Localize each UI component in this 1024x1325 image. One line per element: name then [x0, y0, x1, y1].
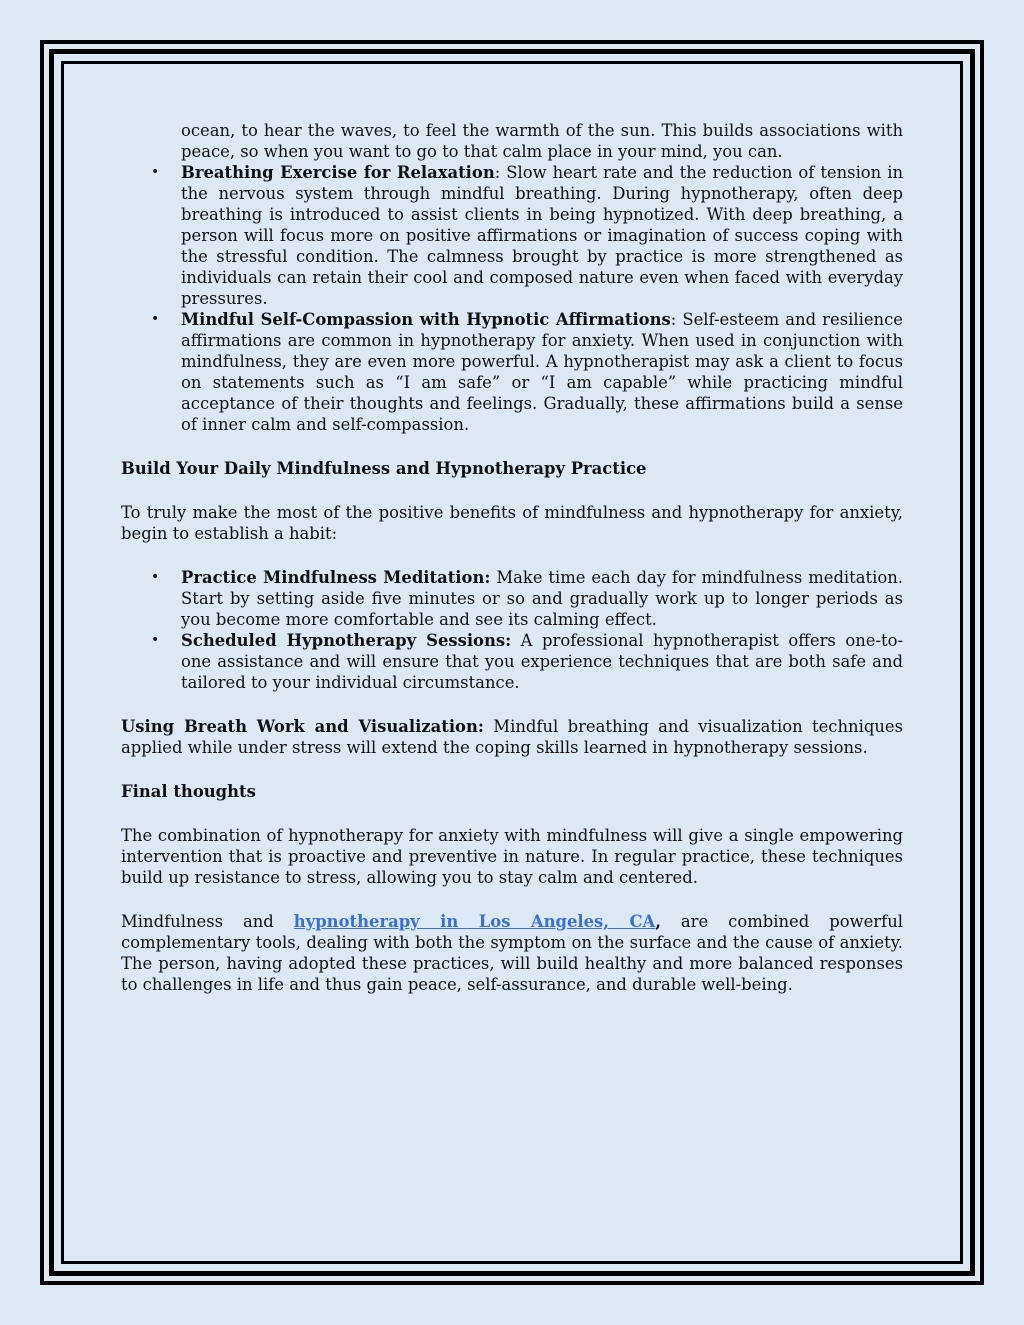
- paragraph-final-2: [121, 911, 903, 995]
- link-comma: ,: [655, 912, 661, 931]
- practice-list: [121, 567, 903, 693]
- section-heading-practice: Build Your Daily Mindfulness and Hypnotherapy Practice: [121, 459, 647, 478]
- document-body: [121, 120, 903, 995]
- list-item-title: Breathing Exercise for Relaxation: [181, 163, 495, 182]
- list-item-title: Scheduled Hypnotherapy Sessions:: [181, 631, 512, 650]
- paragraph-text: Mindfulness and: [121, 912, 294, 931]
- list-item-text: A professional hypnotherapist offers one-to-one assistance and will ensure that you experience techniques that are both safe and tailored to your individual circumstance.: [181, 631, 903, 692]
- list-item: [181, 567, 903, 630]
- technique-list: [121, 120, 903, 435]
- section-heading-final: Final thoughts: [121, 782, 256, 801]
- paragraph-intro: To truly make the most of the positive benefits of mindfulness and hypnotherapy for anxiety, begin to establish a habit:: [121, 503, 903, 543]
- paragraph-lead-title: Using Breath Work and Visualization:: [121, 717, 484, 736]
- list-item-title: Mindful Self-Compassion with Hypnotic Affirmations: [181, 310, 671, 329]
- paragraph-breath-work: [121, 716, 903, 758]
- list-item: [181, 630, 903, 693]
- paragraph-final-1: The combination of hypnotherapy for anxiety with mindfulness will give a single empowering intervention that is proactive and preventive in nature. In regular practice, these techniques build up resistance to stress, allowing you to stay calm and centered.: [121, 826, 903, 887]
- list-item: [181, 309, 903, 435]
- list-item: [181, 120, 903, 162]
- paragraph-text: Mindful breathing and visualization techniques applied while under stress will extend the coping skills learned in hypnotherapy sessions.: [121, 717, 903, 757]
- list-item-text: : Slow heart rate and the reduction of tension in the nervous system through mindful breathing. During hypnotherapy, often deep breathing is introduced to assist clients in being hypnotized. With deep breathing, a person will focus more on positive affirmations or imagination of success coping with the stressful condition. The calmness brought by practice is more strengthened as individuals can retain their cool and composed nature even when faced with everyday pressures.: [181, 163, 903, 308]
- list-item-title: Practice Mindfulness Meditation:: [181, 568, 491, 587]
- list-item-text: : Self-esteem and resilience affirmations are common in hypnotherapy for anxiety. When used in conjunction with mindfulness, they are even more powerful. A hypnotherapist may ask a client to focus on statements such as “I am safe” or “I am capable” while practicing mindful acceptance of their thoughts and feelings. Gradually, these affirmations build a sense of inner calm and self-compassion.: [181, 310, 903, 434]
- paragraph-text: are combined powerful complementary tools, dealing with both the symptom on the surface and the cause of anxiety. The person, having adopted these practices, will build healthy and more balanced responses to challenges in life and thus gain peace, self-assurance, and durable well-being.: [121, 912, 903, 994]
- list-item-text: ocean, to hear the waves, to feel the warmth of the sun. This builds associations with peace, so when you want to go to that calm place in your mind, you can.: [181, 121, 903, 161]
- list-item: [181, 162, 903, 309]
- list-item-text: Make time each day for mindfulness meditation. Start by setting aside five minutes or so and gradually work up to longer periods as you become more comfortable and see its calming effect.: [181, 568, 903, 629]
- hypnotherapy-los-angeles-link[interactable]: hypnotherapy in Los Angeles, CA: [293, 912, 656, 931]
